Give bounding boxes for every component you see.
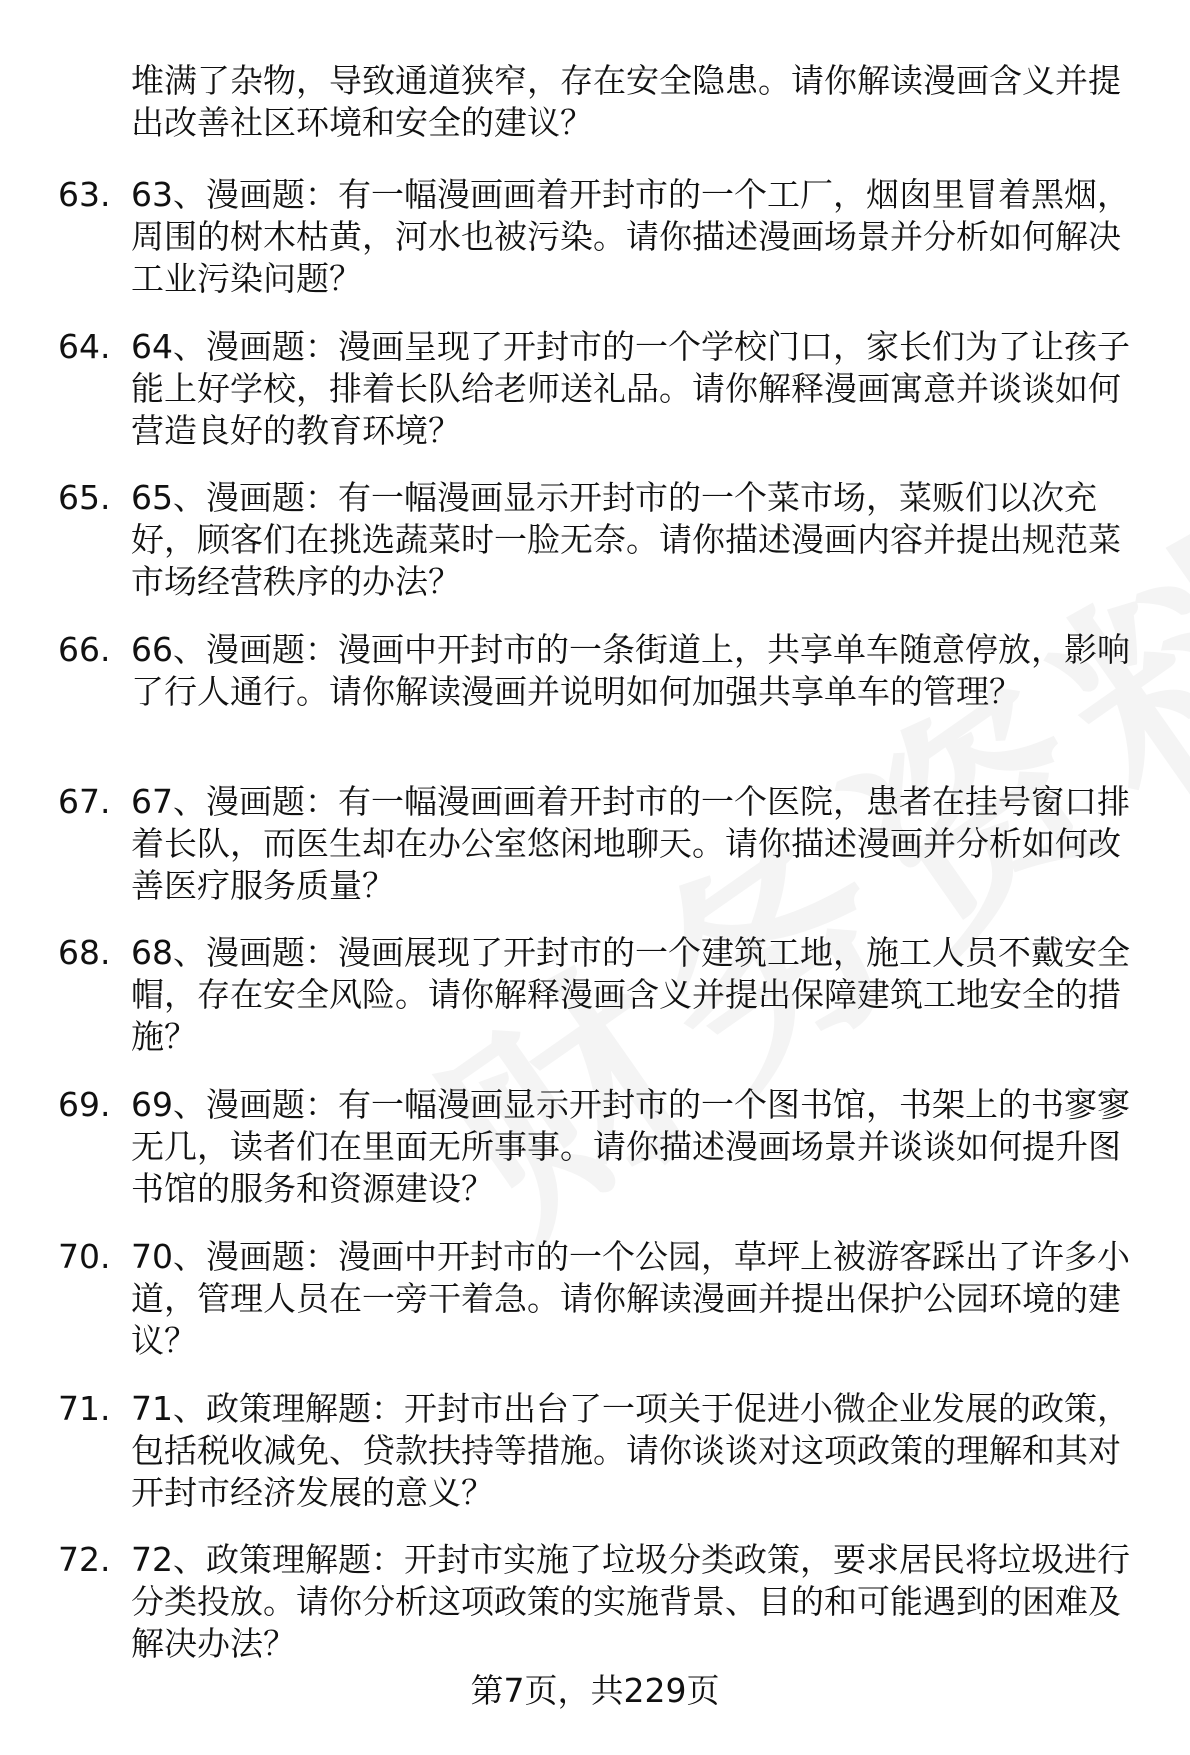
page-footer: 第7页，共229页 bbox=[470, 1671, 720, 1710]
question-text: 64、漫画题：漫画呈现了开封市的一个学校门口，家长们为了让孩子能上好学校，排着长队给老师送礼品。请你解释漫画寓意并谈谈如何营造良好的教育环境？ bbox=[131, 326, 1130, 450]
question-item bbox=[0, 477, 1190, 629]
question-item bbox=[0, 1539, 1190, 1691]
question-item bbox=[0, 932, 1190, 1084]
question-number: 71. bbox=[58, 1388, 111, 1428]
question-number: 66. bbox=[58, 630, 111, 670]
question-item bbox=[0, 174, 1190, 326]
question-text: 68、漫画题：漫画展现了开封市的一个建筑工地，施工人员不戴安全帽，存在安全风险。请你解释漫画含义并提出保障建筑工地安全的措施？ bbox=[131, 933, 1130, 1057]
question-item bbox=[0, 781, 1190, 933]
question-number: 63. bbox=[58, 175, 111, 214]
question-number: 69. bbox=[58, 1085, 111, 1125]
question-number: 72. bbox=[58, 1540, 111, 1580]
question-text: 66、漫画题：漫画中开封市的一条街道上，共享单车随意停放，影响了行人通行。请你解读漫画并说明如何加强共享单车的管理？ bbox=[131, 630, 1130, 712]
question-item bbox=[0, 629, 1190, 781]
question-text: 69、漫画题：有一幅漫画显示开封市的一个图书馆，书架上的书寥寥无几，读者们在里面无所事事。请你描述漫画场景并谈谈如何提升图书馆的服务和资源建设？ bbox=[131, 1085, 1130, 1209]
question-item bbox=[0, 1388, 1190, 1540]
question-item bbox=[0, 326, 1190, 478]
question-item bbox=[0, 1084, 1190, 1236]
question-item bbox=[0, 1236, 1190, 1388]
question-number: 64. bbox=[58, 326, 111, 366]
question-text: 72、政策理解题：开封市实施了垃圾分类政策，要求居民将垃圾进行分类投放。请你分析这项政策的实施背景、目的和可能遇到的困难及解决办法？ bbox=[131, 1540, 1130, 1664]
question-list bbox=[0, 174, 1190, 1691]
question-text: 65、漫画题：有一幅漫画显示开封市的一个菜市场，菜贩们以次充好，顾客们在挑选蔬菜时一脸无奈。请你描述漫画内容并提出规范菜市场经营秩序的办法？ bbox=[131, 478, 1121, 602]
question-number: 68. bbox=[58, 933, 111, 973]
question-text: 63、漫画题：有一幅漫画画着开封市的一个工厂，烟囱里冒着黑烟，周围的树木枯黄，河水也被污染。请你描述漫画场景并分析如何解决工业污染问题？ bbox=[131, 175, 1130, 298]
question-text: 67、漫画题：有一幅漫画画着开封市的一个医院，患者在挂号窗口排着长队，而医生却在办公室悠闲地聊天。请你描述漫画并分析如何改善医疗服务质量？ bbox=[131, 781, 1130, 905]
question-number: 70. bbox=[58, 1236, 111, 1276]
continued-question-text: 堆满了杂物，导致通道狭窄，存在安全隐患。请你解读漫画含义并提出改善社区环境和安全的建议？ bbox=[131, 61, 1121, 142]
question-number: 67. bbox=[58, 781, 111, 821]
question-text: 70、漫画题：漫画中开封市的一个公园，草坪上被游客踩出了许多小道，管理人员在一旁干着急。请你解读漫画并提出保护公园环境的建议？ bbox=[131, 1236, 1130, 1360]
question-text: 71、政策理解题：开封市出台了一项关于促进小微企业发展的政策，包括税收减免、贷款扶持等措施。请你谈谈对这项政策的理解和其对开封市经济发展的意义？ bbox=[131, 1388, 1130, 1512]
question-number: 65. bbox=[58, 478, 111, 518]
